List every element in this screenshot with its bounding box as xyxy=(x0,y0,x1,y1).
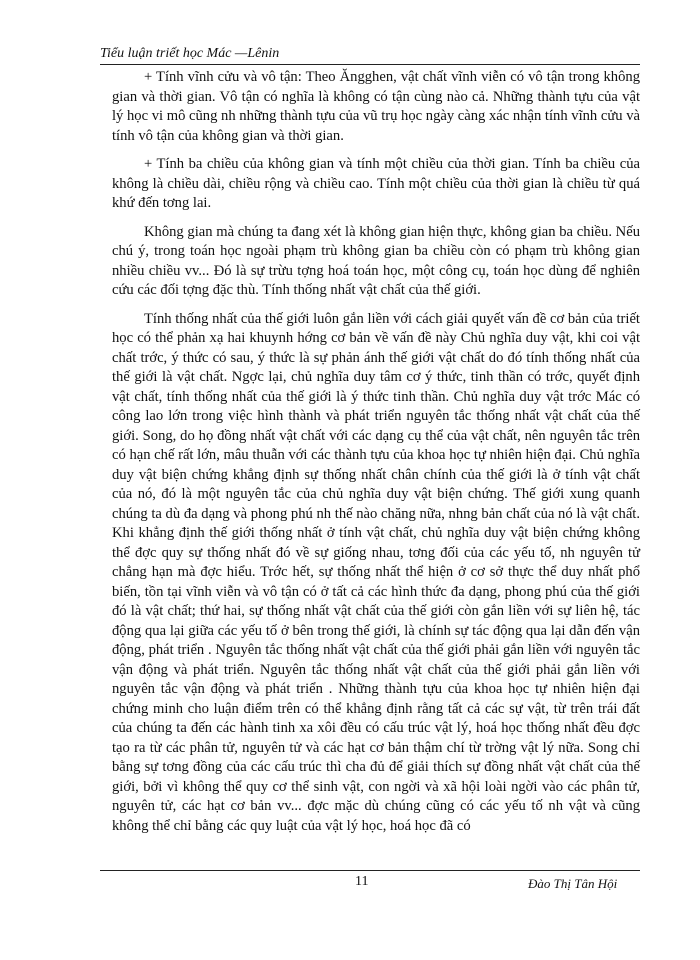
paragraph: + Tính vĩnh cửu và vô tận: Theo Ăngghen, vật chất vĩnh viễn có vô tận trong không gian và thời gian. Vô tận có nghĩa là không có tận cùng nào cả. Những thành tựu của vật lý học vi mô cũng nh những thành tựu của vũ trụ học ngày càng xác nhận tính vĩnh cửu và tính vô tận của không gian và thời gian. xyxy=(112,69,640,144)
paragraph: Tính thống nhất của thế giới luôn gắn liền với cách giải quyết vấn đề cơ bản của triết học có thể phản xạ hai khuynh hớng cơ bản về vấn đề này Chủ nghĩa duy vật, khi coi vật chất trớc, ý thức có sau, ý thức là sự phản ánh thế giới vật chất do đó tính thống nhất của thế giới là vật chất. Ngợc lại, chủ nghĩa duy tâm cơ ý thức, tinh thần có trớc, quyết định vật chất, tính thống nhất của thế giới là ý thức tinh thần. Chủ nghĩa duy vật trớc Mác có công lao lớn trong việc hình thành và phát triển nguyên tắc thống nhất vật chất của thế giới. Song, do họ đồng nhất vật chất với các dạng cụ thể của vật chất, nên nguyên tắc trên có hạn chế rất lớn, mâu thuẫn với các thành tựu của khoa học tự nhiên hiện đại. Chủ nghĩa duy vật biện chứng khẳng định sự thống nhất chân chính của thế giới là ở tính vật chất của nó, đó là một nguyên tắc của chủ nghĩa duy vật biện chứng. Thế giới xung quanh chúng ta dù đa dạng và phong phú nh thế nào chăng nữa, nhng bản chất của nó là vật chất. Khi khẳng định thế giới thống nhất ở tính vật chất, chủ nghĩa duy vật biện chứng không thể đợc quy sự thống nhất đó về sự giống nhau, tơng đối của các yếu tố, nh nguyên tử chẳng hạn mà đợc hiểu. Trớc hết, sự thống nhất thể hiện ở cơ sở thực thể duy nhất phổ biến, tồn tại vĩnh viễn và vô tận có ở tất cả các hình thức đa dạng, phong phú của thế giới đó là vật chất; thứ hai, sự thống nhất vật chất của thế giới còn gắn liền với sự liên hệ, tác động qua lại giữa các yếu tố ở bên trong thế giới, là chính sự tác động qua lại dẫn đến vận động, phát triển . Nguyên tắc thống nhất vật chất của thế giới phải gắn liền với nguyên tắc vận động và phát triển. Nguyên tắc thống nhất vật chất của thế giới phải gắn liền với nguyên tắc vận động và phát triển . Những thành tựu của khoa học tự nhiên hiện đại chứng minh cho luận điểm trên có thể khẳng định rằng tất cả các sự vật, từ trên trái đất của chúng ta đến các hành tinh xa xôi đều có cấu trúc vật lý, hoá học thống nhất đều đợc tạo ra từ các phân tử, nguyên tử và các hạt cơ bản thậm chí từ trờng vật lý nữa. Song chỉ bằng sự tơng đồng của các cấu trúc thì cha đủ để giải thích sự đồng nhất vật chất của thế giới, bởi vì không thể quy cơ thể sinh vật, con ngời và xã hội loài ngời vào các phân tử, nguyên tử, các hạt cơ bản vv... đợc mặc dù chúng cũng có các yếu tố nh vật và cũng không thể chỉ bằng các quy luật của vật lý học, hoá học đã có xyxy=(112,310,640,834)
running-header: Tiểu luận triết học Mác —Lênin xyxy=(100,46,280,61)
paragraph: + Tính ba chiều của không gian và tính một chiều của thời gian. Tính ba chiều của không là chiều dài, chiều rộng và chiều cao. Tính một chiều của thời gian là chiều từ quá khứ đến tơng lai. xyxy=(112,156,640,211)
body-text xyxy=(112,68,640,845)
footer-author: Đào Thị Tân Hội xyxy=(528,876,618,891)
paragraph: Không gian mà chúng ta đang xét là không gian hiện thực, không gian ba chiều. Nếu chú ý, trong toán học ngoài phạm trù không gian ba chiều còn có phạm trù không gian nhiều chiều vv... Đó là sự trừu tợng hoá toán học, một công cụ, toán học dùng để nghiên cứu các đối tợng đặc thù. Tính thống nhất vật chất của thế giới. xyxy=(112,223,640,298)
page-number: 11 xyxy=(355,874,369,889)
footer-divider xyxy=(100,870,640,871)
header-divider xyxy=(100,64,640,65)
